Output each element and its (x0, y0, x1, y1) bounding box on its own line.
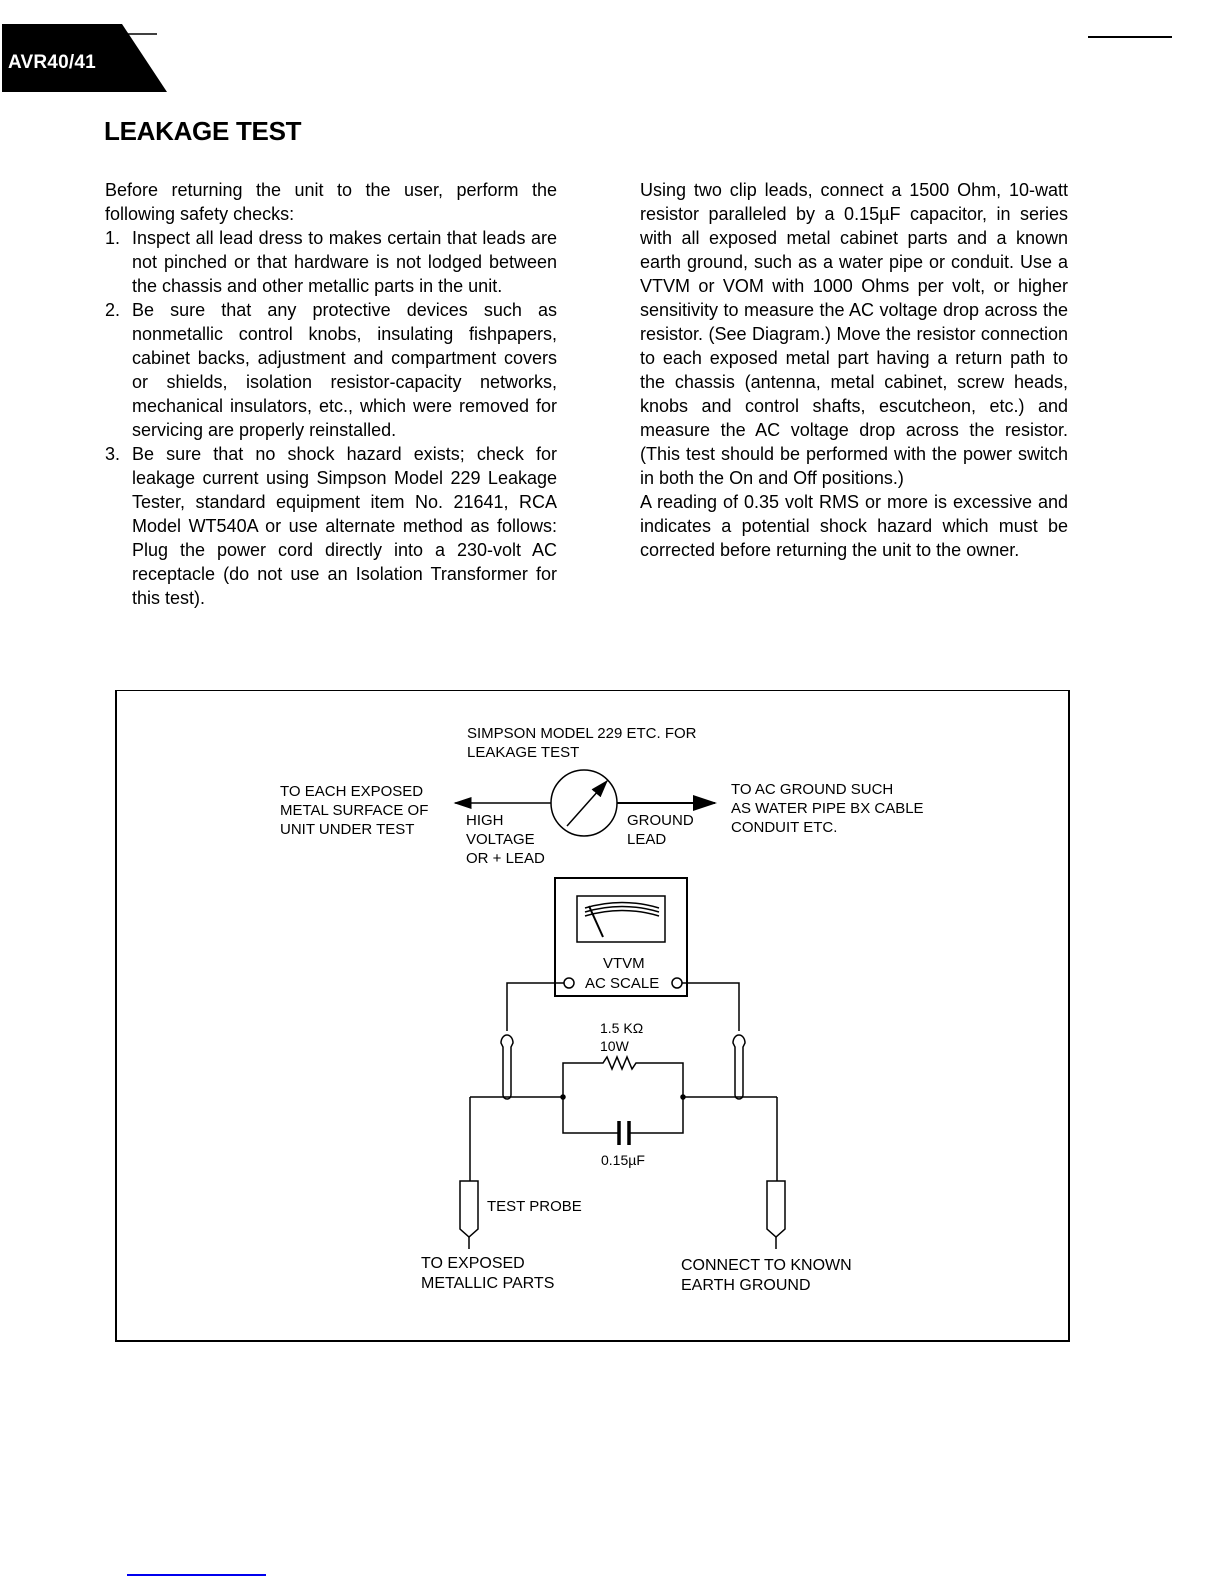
capacitor-value-label: 0.15µF (601, 1152, 645, 1168)
item-number: 3. (105, 444, 121, 464)
left-clip-icon (501, 1035, 513, 1099)
footer-link-underline[interactable] (127, 1574, 266, 1576)
header-rule (1088, 36, 1172, 38)
ground-probe-icon (767, 1181, 785, 1237)
item-text: Be sure that any protective devices such as nonmetallic control knobs, insulating fishpapers, cabinet backs, adjustment and compartment covers or shields, isolation resistor-capacity networks, mechanical insulators, etc., which were removed for servicing are properly reinstalled. (132, 300, 557, 440)
ground-lead-label: GROUND LEAD (627, 812, 694, 848)
hv-lead-label: HIGH VOLTAGE OR + LEAD (466, 812, 545, 867)
vtvm-label: VTVM (603, 955, 645, 972)
tester-label: SIMPSON MODEL 229 ETC. FOR LEAKAGE TEST (467, 725, 697, 761)
vtvm-terminal-right (672, 978, 682, 988)
resistor-symbol (563, 1057, 683, 1097)
test-probe-icon (460, 1181, 478, 1237)
threshold-paragraph: A reading of 0.35 volt RMS or more is excessive and indicates a potential shock hazard which must be corrected before returning the unit to the owner. (640, 492, 1068, 560)
left-target-label: TO EACH EXPOSED METAL SURFACE OF UNIT UNDER TEST (280, 783, 429, 838)
page-title: LEAKAGE TEST (104, 116, 302, 146)
vtvm-scale-label: AC SCALE (585, 975, 660, 992)
checklist-item (105, 226, 557, 298)
bottom-right-label: CONNECT TO KNOWN EARTH GROUND (681, 1257, 852, 1294)
checklist-item (105, 298, 557, 442)
right-column (640, 178, 1068, 562)
leakage-test-diagram (115, 690, 1070, 1342)
tester-meter-icon (551, 770, 617, 836)
procedure-paragraph: Using two clip leads, connect a 1500 Ohm, 10-watt resistor paralleled by a 0.15µF capacitor, in series with all exposed metal cabinet parts and a known earth ground, such as a water pipe or conduit. Use a VTVM or VOM with 1000 Ohms per volt, or higher sensitivity to measure the AC voltage drop across the resistor. (See Diagram.) Move the resistor connection to each exposed metal part having a return path to the chassis (antenna, metal cabinet, screw heads, knobs and control shafts, escutcheon, etc.) and measure the AC voltage drop across the resistor. (This test should be performed with the power switch in both the On and Off positions.) (640, 180, 1068, 488)
bottom-left-label: TO EXPOSED METALLIC PARTS (421, 1255, 555, 1292)
right-target-label: TO AC GROUND SUCH AS WATER PIPE BX CABLE CONDUIT ETC. (731, 781, 924, 836)
left-column (105, 178, 557, 610)
safety-checklist (105, 226, 557, 610)
intro-paragraph: Before returning the unit to the user, perform the following safety checks: (105, 180, 557, 224)
item-number: 1. (105, 228, 121, 248)
item-text: Be sure that no shock hazard exists; check for leakage current using Simpson Model 229 Leakage Tester, standard equipment item No. 21641, RCA Model WT540A or use alternate method as follows: Plug the power cord directly into a 230-volt AC receptacle (do not use an Isolation Transformer for this test). (132, 444, 557, 608)
checklist-item (105, 442, 557, 610)
model-tab (2, 24, 167, 92)
test-probe-label: TEST PROBE (487, 1198, 582, 1215)
model-number: AVR40/41 (8, 52, 96, 73)
resistor-power-label: 10W (600, 1038, 629, 1054)
vtvm-terminal-left (564, 978, 574, 988)
right-clip-icon (733, 1035, 745, 1099)
item-number: 2. (105, 300, 121, 320)
resistor-value-label: 1.5 KΩ (600, 1020, 644, 1036)
circuit-schematic (117, 691, 1072, 1343)
item-text: Inspect all lead dress to makes certain that leads are not pinched or that hardware is not lodged between the chassis and other metallic parts in the unit. (132, 228, 557, 296)
